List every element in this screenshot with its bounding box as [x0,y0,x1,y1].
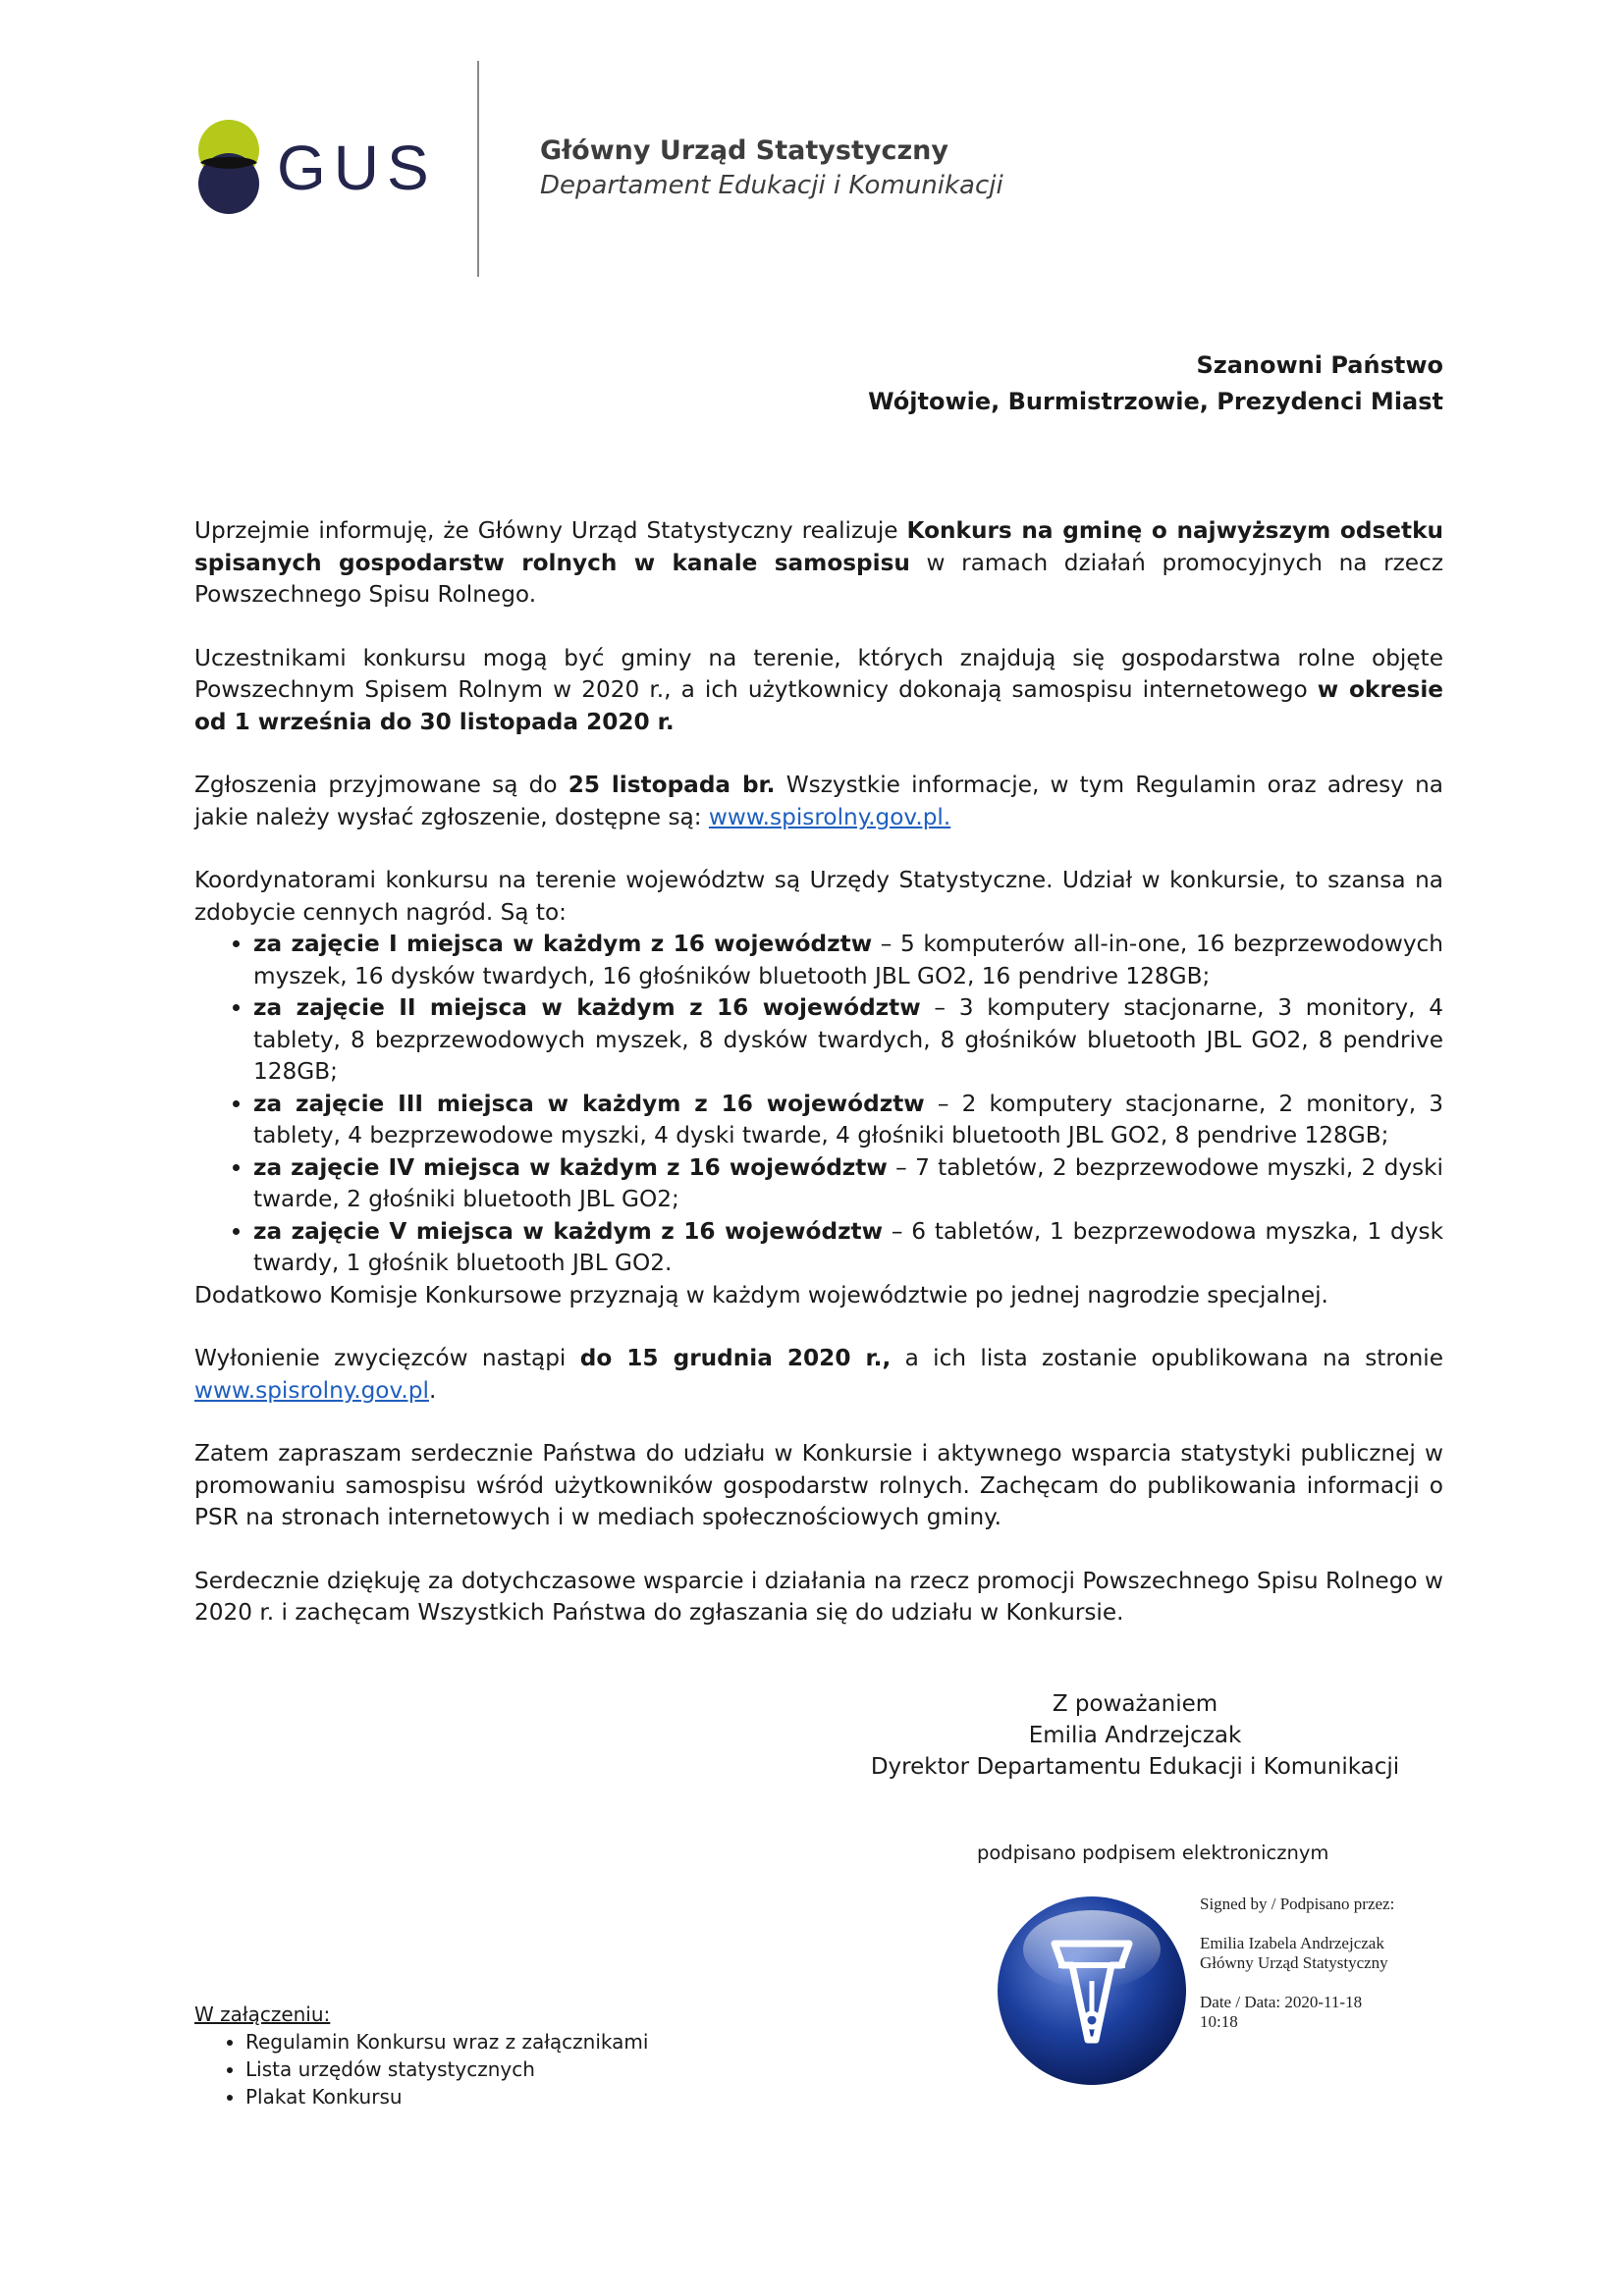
p6-bold: do 15 grudnia 2020 r., [579,1345,892,1371]
paragraph-4: Koordynatorami konkursu na terenie województw są Urzędy Statystyczne. Udział w konkursie, to szansa na zdobycie cennych nagród. Są to: [194,867,1443,926]
signer-title: Dyrektor Departamentu Edukacji i Komunikacji [870,1754,1400,1780]
p1-text-end: w ramach działań promocyjnych na rzecz Powszechnego Spisu Rolnego. [194,549,1443,608]
gus-logo-mark [196,118,261,216]
paragraph-5: Dodatkowo Komisje Konkursowe przyznają w każdym województwie po jednej nagrodzie specjalnej. [194,1281,1328,1308]
addressee [868,347,1443,420]
attachment-item: • Lista urzędów statystycznych [245,2056,648,2083]
p1-text: Uprzejmie informuję, że Główny Urząd Statystyczny realizuje [194,517,907,544]
spisrolny-link[interactable]: www.spisrolny.gov.pl. [708,803,951,830]
esign-signer-name: Emilia Izabela Andrzejczak [1200,1934,1384,1952]
attachment-item: • Plakat Konkursu [245,2083,648,2110]
prize-item [253,1089,1443,1152]
p1-bold: Konkurs na gminę o najwyższym odsetku spisanych gospodarstw rolnych w kanale samospisu [194,517,1443,576]
p6-period: . [428,1376,437,1404]
attachments [194,2001,648,2110]
header-divider [477,61,479,277]
signer-name: Emilia Andrzejczak [1028,1723,1242,1748]
prize-details: – 2 komputery stacjonarne, 2 monitory, 3 tablety, 4 bezprzewodowe myszki, 4 dyski twarde, 4 głośniki bluetooth JBL GO2, 8 pendrive 128GB; [253,1090,1443,1148]
prize-place: za zajęcie III miejsca w każdym z 16 województw [253,1090,925,1117]
p3-text: Zgłoszenia przyjmowane są do [194,772,568,798]
paragraph-2 [194,643,1443,739]
esign-date: Date / Data: 2020-11-18 [1200,1993,1363,2011]
letter-body [194,515,1443,1661]
paragraph-3 [194,770,1443,833]
attachment-item: • Regulamin Konkursu wraz z załącznikami [245,2028,648,2056]
paragraph-7: Zatem zapraszam serdecznie Państwa do udziału w Konkursie i aktywnego wsparcia statystyki publicznej w promowaniu samospisu wśród użytkowników gospodarstw rolnych. Zachęcam do publikowania informacji o PSR na stronach internetowych i w mediach społecznościowych gminy. [194,1440,1443,1530]
esign-time: 10:18 [1200,2012,1238,2031]
addressee-line-2: Wójtowie, Burmistrzowie, Prezydenci Miast [868,388,1443,415]
attachments-title: W załączeniu: [194,2002,331,2026]
prize-details: – 6 tabletów, 1 bezprzewodowa myszka, 1 dysk twardy, 1 głośnik bluetooth JBL GO2. [253,1217,1444,1276]
paragraph-1 [194,515,1443,612]
prize-details: – 5 komputerów all-in-one, 16 bezprzewodowych myszek, 16 dysków twardych, 16 głośników bluetooth JBL GO2, 16 pendrive 128GB; [253,931,1443,989]
prize-details: – 3 komputery stacjonarne, 3 monitory, 4 tablety, 8 bezprzewodowych myszek, 8 dysków twardych, 8 głośników bluetooth JBL GO2, 8 pendrive 128GB; [253,994,1443,1085]
attachments-list [194,2028,648,2110]
p2-text: Uczestnikami konkursu mogą być gminy na terenie, których znajdują się gospodarstwa rolne objęte Powszechnym Spisem Rolnym w 2020 r., a ich użytkownicy dokonają samospisu internetowego [194,644,1443,703]
gus-logo-text: GUS [277,133,437,203]
closing-regards: Z poważaniem [1052,1691,1218,1717]
p6-text: Wyłonienie zwycięzców nastąpi [194,1345,580,1371]
signed-by-label: Signed by / Podpisano przez: [1200,1895,1395,1913]
prize-item [253,1216,1443,1280]
organization-name: Główny Urząd Statystyczny [540,135,948,166]
esign-signer-org: Główny Urząd Statystyczny [1200,1953,1388,1972]
p3-text-2: Wszystkie informacje, w tym Regulamin oraz adresy na jakie należy wysłać zgłoszenie, dostępne są: [194,772,1443,830]
prize-place: za zajęcie IV miejsca w każdym z 16 województw [253,1153,888,1181]
prize-item [253,1152,1443,1216]
prize-item [253,929,1443,992]
prize-item [253,992,1443,1089]
p2-bold: w okresie od 1 września do 30 listopada 2020 r. [194,676,1443,735]
spisrolny-link-2[interactable]: www.spisrolny.gov.pl [194,1376,429,1404]
closing-block [825,1688,1445,1783]
prize-list [194,929,1443,1280]
prize-details: – 7 tabletów, 2 bezprzewodowe myszki, 2 dyski twarde, 2 głośniki bluetooth JBL GO2; [253,1153,1443,1212]
department-name: Departament Edukacji i Komunikacji [540,171,1003,200]
esignature-note: podpisano podpisem elektronicznym [977,1842,1329,1864]
paragraph-6 [194,1343,1443,1407]
prize-place: za zajęcie V miejsca w każdym z 16 województw [253,1217,884,1245]
pen-nib-seal-icon [994,1893,1190,2089]
addressee-line-1: Szanowni Państwo [1196,351,1443,379]
esignature-details [1200,1895,1435,2032]
p3-bold: 25 listopada br. [568,772,776,798]
paragraph-8: Serdecznie dziękuję za dotychczasowe wsparcie i działania na rzecz promocji Powszechnego Spisu Rolnego w 2020 r. i zachęcam Wszystkich Państwa do zgłaszania się do udziału w Konkursie. [194,1567,1443,1626]
prize-place: za zajęcie I miejsca w każdym z 16 województw [253,931,873,957]
p6-text-2: a ich lista zostanie opublikowana na stronie [891,1345,1443,1371]
prize-place: za zajęcie II miejsca w każdym z 16 województw [253,994,921,1021]
